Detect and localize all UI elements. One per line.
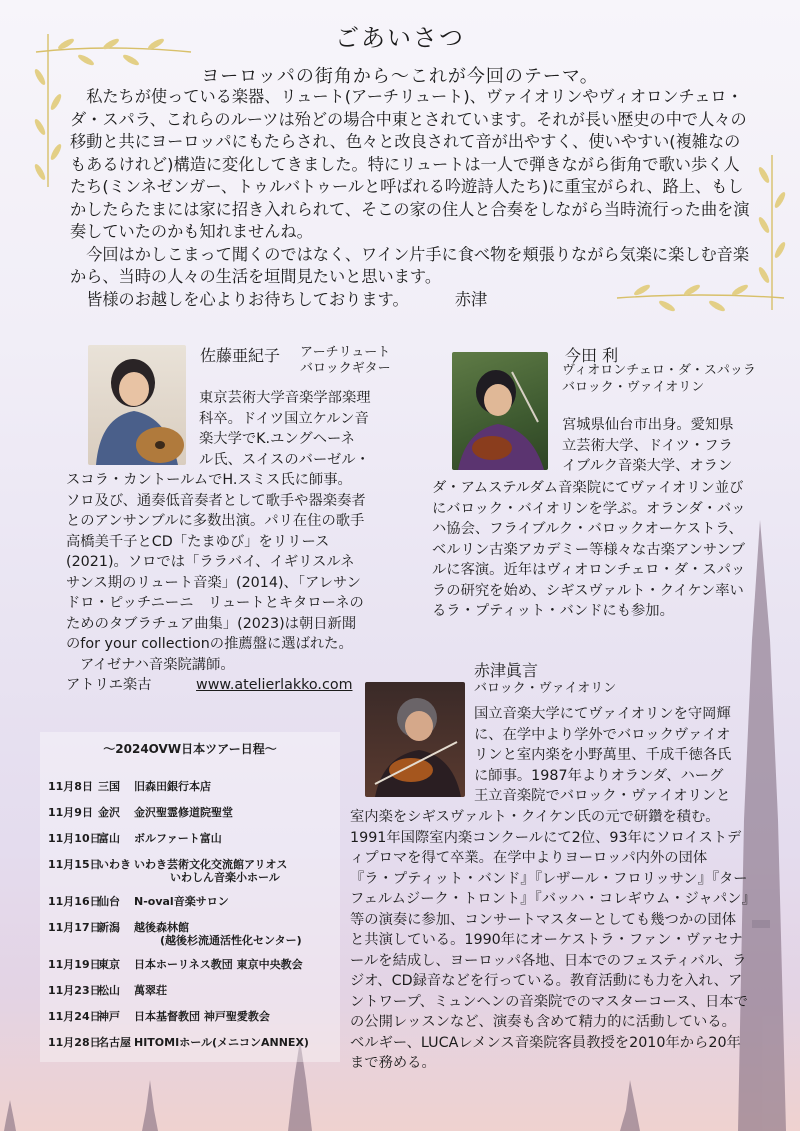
sato-role-1: アーチリュート [300,345,391,360]
imada-role-1: ヴィオロンチェロ・ダ・スパッラ [562,363,756,378]
akatsu-bio-line-1: 国立音楽大学にてヴァイオリンを守岡輝 [474,706,731,722]
atelier-website-link[interactable]: www.atelierlakko.com [196,677,353,693]
sato-portrait-photo [88,345,186,465]
akatsu-bio-top [474,704,764,807]
greeting-block [70,86,750,311]
schedule-venue: HITOMIホール(メニコンANNEX) [134,1036,309,1049]
imada-portrait-photo [452,352,548,470]
schedule-date: 11月24日 [48,1010,101,1023]
schedule-city: 神戸 [98,1010,120,1023]
sato-atelier-line [66,675,353,696]
sato-bio-line-3: 楽大学でK.ユングヘーネ [199,431,355,447]
schedule-row [48,830,222,846]
schedule-date: 11月19日 [48,958,101,971]
imada-role-2: バロック・ヴァイオリン [562,380,705,395]
schedule-date: 11月17日 [48,921,101,934]
schedule-venue: N-oval音楽サロン [134,895,229,908]
schedule-venue: 旧森田銀行本店 [134,780,211,793]
schedule-venue: 萬翠荘 [134,984,167,997]
greeting-paragraph-1: 私たちが使っている楽器、リュート(アーチリュート)、ヴァイオリンやヴィオロンチェロ・ダ・スパラ、これらのルーツは殆どの場合中東とされています。それが長い歴史の中で人々の移動と共にヨーロッパにもたらされ、色々と改良されて音が出やすく、使いやすい(複雑なのもあるけれど)構造に変化してきました。特にリュートは一人で弾きながら街角で歌い歩く人たち(ミンネゼンガー、トゥルバトゥールと呼ばれる吟遊詩人たち)に重宝がられ、路上、もしかしたらたまには家に招き入れられて、そこの家の住人と合奏をしながら当時流行った曲を演奏していたのかも知れませんね。 [70,87,750,241]
schedule-venue: いわき芸術文化交流館アリオス [134,858,288,871]
schedule-row [48,804,233,820]
imada-bio-top [562,415,762,477]
sato-name: 佐藤亜紀子 [200,346,281,365]
sato-bio-top [199,388,394,470]
greeting-closing: 皆様のお越しを心よりお待ちしております。 [86,289,409,309]
sato-affiliation: アイゼナハ音楽院講師。 [80,657,235,673]
akatsu-name: 赤津眞言 [474,661,539,680]
schedule-row [48,893,229,909]
akatsu-bio-line-4: に師事。1987年よりオランダ、ハーグ [474,767,724,784]
akatsu-role-1: バロック・ヴァイオリン [474,681,617,696]
schedule-city: 三国 [98,780,120,793]
lute-player-illustration [88,345,186,465]
schedule-date: 11月9日 [48,806,93,819]
sato-bio-line-1: 東京芸術大学音楽学部楽理 [199,390,371,406]
schedule-city: 東京 [98,958,120,971]
schedule-date: 11月16日 [48,895,101,908]
greeting-signature: 赤津 [454,289,488,309]
sato-bio-rest: スコラ・カントールムでH.スミス氏に師事。ソロ及び、通奏低音奏者として歌手や器楽奏者とのアンサンブルに多数出演。パリ在住の歌手高橋美千子とCD「たまゆび」をリリース(2021)。ソロでは「ララバイ、イギリスルネサンス期のリュート音楽」(2014)、「アレサンドロ・ピッチニーニ リュートとキタローネのためのタブラチュア曲集」(2023)は朝日新聞のfor your collectionの推薦盤に選ばれた。 [66,472,366,652]
schedule-venue-second-line: いわしん音楽小ホール [170,871,280,884]
imada-name: 今田 利 [565,346,619,365]
schedule-city: 新潟 [98,921,120,934]
schedule-row [48,982,167,998]
schedule-venue: ボルファート富山 [134,832,222,845]
imada-bio-line-1: 宮城県仙台市出身。愛知県 [562,417,734,433]
schedule-city: 松山 [98,984,120,997]
akatsu-bio-line-2: に、在学中より学外でバロックヴァイオ [474,726,731,743]
imada-bio-rest: ダ・アムステルダム音楽院にてヴァイオリン並びにバロック・バイオリンを学ぶ。オランダ・バッハ協会、フライブルク・バロックオーケストラ、ベルリン古楽アカデミー等様々な古楽アンサンブルに客演。近年はヴィオロンチェロ・ダ・スパッラの研究を始め、シギスヴァルト・クイケン率いるラ・プティット・バンドにも参加。 [432,480,746,619]
greeting-paragraph-3 [70,289,750,312]
violinist-illustration [452,352,548,470]
greeting-paragraph-2: 今回はかしこまって聞くのではなく、ワイン片手に食べ物を頬張りながら気楽に楽しむ音楽から、当時の人々の生活を垣間見たいと思います。 [70,244,750,286]
schedule-venue: 金沢聖霊修道院聖堂 [134,806,233,819]
tour-schedule-title: ～2024OVW日本ツアー日程～ [103,742,277,756]
sato-bio-line-4: ル氏、スイスのバーゼル・ [199,451,370,468]
akatsu-bio-line-3: リンと室内楽を小野萬里、千成千徳各氏 [474,747,732,763]
schedule-venue-second-line: (越後杉流通活性化センター) [160,934,302,947]
schedule-city: 金沢 [98,806,120,819]
schedule-venue: 越後森林館 [134,921,189,934]
imada-bio-line-2: 立芸術大学、ドイツ・フラ [562,437,733,454]
schedule-date: 11月23日 [48,984,101,997]
schedule-date: 11月10日 [48,832,101,845]
schedule-row [48,778,211,794]
schedule-venue: 日本基督教団 神戸聖愛教会 [134,1010,270,1023]
schedule-city: 名古屋 [98,1036,131,1049]
violinist-illustration [365,682,465,797]
schedule-date: 11月15日 [48,858,101,871]
schedule-row [48,1034,309,1050]
page-title: ごあいさつ [335,24,465,52]
sato-atelier-name: アトリエ楽古 [66,677,152,693]
schedule-city: いわき [98,858,131,871]
schedule-date: 11月28日 [48,1036,101,1049]
schedule-date: 11月8日 [48,780,93,793]
akatsu-bio-line-5: 王立音楽院でバロック・ヴァイオリンと [474,788,731,804]
imada-bio-line-3: イブルク音楽大学、オラン [562,458,733,474]
akatsu-bio-rest: 室内楽をシギスヴァルト・クイケン氏の元で研鑽を積む。1991年国際室内楽コンクールにて2位、93年にソロイストディプロマを得て卒業。在学中よりヨーロッパ内外の団体『ラ・プティット・バンド』『レザール・フロリッサン』『ターフェルムジーク・トロント』『バッハ・コレギウム・ジャパン』等の演奏に参加、コンサートマスターとしても幾つかの団体と共演している。1990年にオーケストラ・ファン・ヴァセナールを結成し、ヨーロッパ各地、日本でのフェスティバル、ラジオ、CD録音などを行っている。教育活動にも力を入れ、アントワープ、ミュンヘンの音楽院でのマスターコース、日本での公開レッスンなど、演奏も含めて精力的に活動している。ベルギー、LUCAレメンス音楽院客員教授を2010年から20年まで務める。 [350,809,749,1071]
schedule-venue: 日本ホーリネス教団 東京中央教会 [134,958,303,971]
schedule-row [48,1008,270,1024]
akatsu-portrait-photo [365,682,465,797]
schedule-row [48,956,303,972]
sato-role-2: バロックギター [300,361,391,376]
schedule-city: 富山 [98,832,120,845]
schedule-city: 仙台 [98,895,120,908]
page-subtitle: ヨーロッパの街角から～これが今回のテーマ。 [201,66,599,87]
sato-bio-line-2: 科卒。ドイツ国立ケルン音 [199,410,369,427]
